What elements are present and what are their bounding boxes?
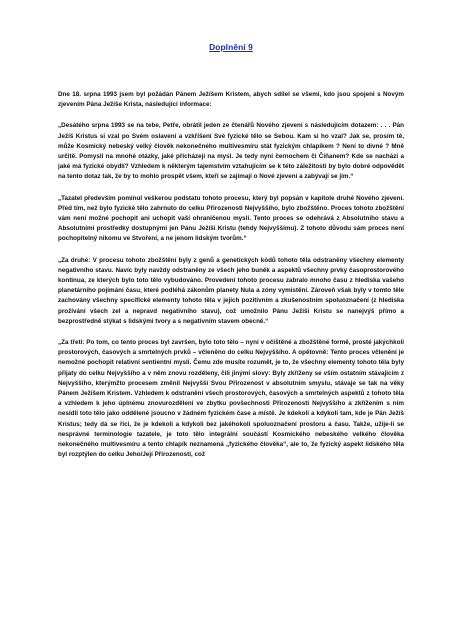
intro-paragraph: Dne 18. srpna 1993 jsem byl požádán Pánem Ježíšem Kristem, abych sdílel se všemi, kdo jsou spojeni s Novým zjevením Pána Ježíše Krista, následující informace: <box>58 91 404 109</box>
document-title: Doplnění 9 <box>209 42 253 52</box>
paragraph-question: „Desátého srpna 1993 se na tebe, Petře, obrátil jeden ze čtenářů Nového zjevení s následujícím dotazem: . . . Pán Ježíš Kristus si vzal po Svém oslavení a vzkříšení Své fyzické tělo se Sebou. Kam si ho vzal? Jak se, prosím tě, může Kosmický nebeský velký člověk nekonečného multivesmíru stát fyzickým chlapíkem ? Není to divné ? Mně určitě. Pomysli na mnohé otázky, jaké přicházejí na mysl. Je tedy nyní černochem či Číňanem? Kde se nachází a jaké má fyzické obydlí? Vzhledem k některým tajemstvím vztahujícím se k této záležitosti by bylo dobré odpovědět na tento dotaz tak, že by to mohlo prospět všem, kteří se zajímají o Nové zjevení a zabývají se jím.“ <box>58 122 404 181</box>
paragraph-third-point: „Za třetí: Po tom, co tento proces byl završen, bylo toto tělo – nyní v očištěné a zbožštěné formě, prosté jakýchkoli prostorových, časových a smrtelných prvků – včleněno do celku Nejvyššího. A opětovně: Tento proces včlenění je nemožné pochopit relativní sentientní myslí. Čemu zde musíte rozumět, je to, že všechny elementy tohoto těla byly přijaty do celku Nejvyššího a v něm znovu rozděleny, čili jinými slovy: Byly zkříženy se vším ostatním stávajícím z Nejvyššího, kterýmžto procesem změnil Nejvyšší Svou Přirozenost v absolutním smyslu, stávaje se tak na věky Pánem Ježíšem Kristem. Vzhledem k odstranění všech prostorových, časových a smrtelných aspektů z tohoto těla a vzhledem k jeho úplnému znovurozdělení ve zbytku povšechnosti Přirozenosti Nejvyššího a zkřížením s ním nesídlí toto tělo jako oddělené jsoucno v žádném fyzickém čase a místě. Je kdekoli a kdykoli tam, kde je Pán Ježíš Kristus; tedy dá se říci, že je kdekoli a kdykoli bez jakéhokoli spoluoznačení prostoru a času. Takže, užije-li se nesprávné terminologie tazatele, je toto tělo integrální součástí Kosmického nebeského velkého člověka nekonečného multivesmíru a tento chlapík neznamená „fyzického člověka“, ale to, že fyzický aspekt lidského těla byl rozptýlen do celku Jeho/Její Přirozenosti, což <box>58 339 404 459</box>
paragraph-first-answer: „Tazatel především pominul veškerou podstatu tohoto procesu, který byl popsán v kapitole druhé Nového zjevení. Před tím, než bylo fyzické tělo zahrnuto do celku Přirozenosti Nejvyššího, bylo zbožštěno. Proces tohoto zbožštění vám není možné pochopit ani uchopit vaší ohraničenou myslí. Tento proces se odehrává z Absolutního stavu a Absolutními prostředky dostupnými jen Pánu Ježíši Kristu (tehdy Nejvyššímu). Z tohoto důvodu sám proces není pochopitelný nikomu ve Stvoření, a ne jenom lidským tvorům.“ <box>58 194 404 243</box>
paragraph-second-point: „Za druhé: V procesu tohoto zbožštění byly z genů a genetických kódů tohoto těla odstraněny všechny elementy negativního stavu. Navíc byly navždy odstraněny ze všech jeho buněk a aspektů všechny prvky časoprostorového kontinua, ze kterých bylo toto tělo vybudováno. Provedení tohoto procesu zabralo mnoho času z hlediska vašeho planetárního pojímání času, které podléhá zákonům planety Nula a zóny vymístění. Zároveň však byly v tomto těle zachovány všechny specifické elementy tohoto těla v jejich pozitivním a zkušenostním spoluoznačení (z hlediska prožívání všech zel a nepravd negativního stavu), což umožnilo Pánu Ježíši Kristu se nanejvýš přímo a bezprostředně stýkat s lidskými tvory a s negativním stavem obecně.“ <box>58 256 404 325</box>
